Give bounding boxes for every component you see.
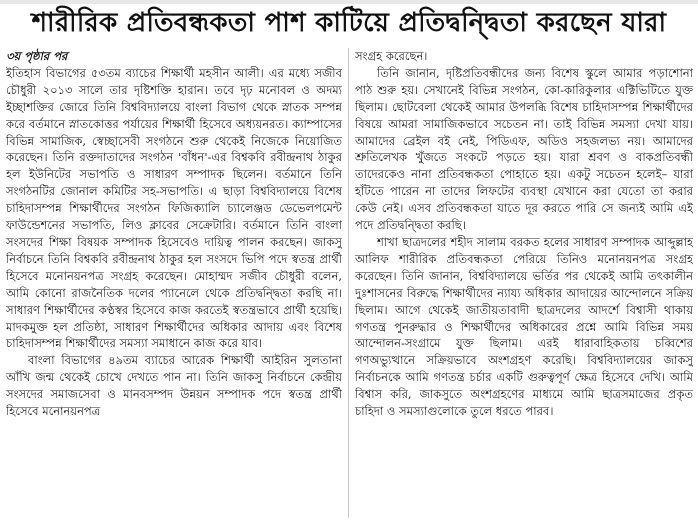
article-paragraph: বাংলা বিভাগের ৪৯তম ব্যাচের আরেক শিক্ষার্থী আইরিন সুলতানা আঁখি জন্ম থেকেই চোখে দেখতে পান না। তিনি জাকসু নির্বাচনে কেন্দ্রীয় সংসদের সমাজসেবা ও মানবসম্পদ উন্নয়ন সম্পাদক পদে স্বতন্ত্র প্রার্থী হিসেবে মনোনয়নপত্র <box>6 353 342 419</box>
headline: শারীরিক প্রতিবন্ধকতা পাশ কাটিয়ে প্রতিদ্বন্দ্বিতা করছেন যারা <box>31 8 667 38</box>
article-column-left <box>6 48 342 525</box>
article-paragraph: তিনি জানান, দৃষ্টিপ্রতিবন্ধীদের জন্য বিশেষ স্কুলে আমার পড়াশোনা পাঠ শুরু হয়। সেখানেই বিভিন্ন সংগঠন, কো-কারিকুলার এক্টিভিটিতে যুক্ত ছিলাম। ছোটবেলা থেকেই আমার উপলব্ধি বিশেষ চাহিদাসম্পন্ন শিক্ষার্থীদের বিষয়ে আমরা সামাজিকভাবে সচেতন না। তাই বিভিন্ন সমস্যা দেখা যায়। আমাদের ব্রেইল বই নেই, পিডিএফ, অডিও সহজলভ্য নয়। আমাদের শ্রুতিলেখক খুঁজতে সংকটে পড়তে হয়। যারা শ্রবণ ও বাকপ্রতিবন্ধী তাদেরকেও নানা প্রতিবন্ধকতা পোহাতে হয়। একটু সচেতন হলেই– যারা হাঁটতে পারেন না তাদের লিফটের ব্যবস্থা যেখানে করা যেতো তা করার কেউ নেই। এসব প্রতিবন্ধকতা যাতে দূর করতে পারি সে জন্যই আমি এই পদে প্রতিদ্বন্দ্বিতা করছি। <box>355 65 693 233</box>
article-paragraph: সংগ্রহ করেছেন। <box>355 49 428 63</box>
continued-from-label: ৩য় পৃষ্ঠার পর <box>6 49 68 63</box>
column-divider <box>348 48 349 518</box>
article-column-right <box>355 48 693 525</box>
article-paragraph: ইতিহাস বিভাগের ৫৩তম ব্যাচের শিক্ষার্থী মহসীন আলী। এর মধ্যে সজীব চৌধুরী ২০১৩ সালে তার দৃষ্টিশক্তি হারান। তবে দৃঢ় মনোবল ও অদম্য ইচ্ছাশক্তির জোরে তিনি বিশ্ববিদ্যালয়ে বাংলা বিভাগ থেকে স্নাতক সম্পন্ন করে বর্তমানে স্নাতকোত্তর পর্যায়ের শিক্ষার্থী হিসেবে অধ্যয়নরত। ক্যাম্পাসের বিভিন্ন সামাজিক, স্বেচ্ছাসেবী সংগঠনে শুরু থেকেই নিজেকে নিয়োজিত করেছেন। তিনি রক্তদাতাদের সংগঠন 'বাঁধন'-এর বিশ্বকবি রবীন্দ্রনাথ ঠাকুর হল ইউনিটের সভাপতি ও সাধারণ সম্পাদক ছিলেন। বর্তমানে তিনি সংগঠনটির জোনাল কমিটির সহ-সভাপতি। এ ছাড়া বিশ্ববিদ্যালয়ে বিশেষ চাহিদাসম্পন্ন শিক্ষার্থীদের সংগঠন ফিজিক্যালি চ্যালেঞ্জড ডেভেলপমেন্ট ফাউন্ডেশনের সভাপতি, লিও ক্লাবের সেক্রেটারি। বর্তমানে তিনি বাংলা সংসদের শিক্ষা বিষয়ক সম্পাদক হিসেবেও দায়িত্ব পালন করছেন। জাকসু নির্বাচনে তিনি বিশ্বকবি রবীন্দ্রনাথ ঠাকুর হল সংসদে ভিপি পদে স্বতন্ত্র প্রার্থী হিসেবে মনোনয়নপত্র সংগ্রহ করেছেন। মোহাম্মদ সজীব চৌধুরী বলেন, আমি কোনো রাজনৈতিক দলের প্যানেলে থেকে প্রতিদ্বন্দ্বিতা করছি না। সাধারণ শিক্ষার্থীদের কণ্ঠস্বর হিসেবে কাজ করতেই স্বতন্ত্রভাবে প্রার্থী হয়েছি। মাদকমুক্ত হল প্রতিষ্ঠা, সাধারণ শিক্ষার্থীদের অধিকার আদায় এবং বিশেষ চাহিদাসম্পন্ন শিক্ষার্থীদের সমস্যা সমাধানে কাজ করে যাব। <box>6 65 342 351</box>
article-paragraph: শাখা ছাত্রদলের শহীদ সালাম বরকত হলের সাধারণ সম্পাদক আব্দুল্লাহ আলিফ শারীরিক প্রতিবন্ধকতা পেরিয়ে তিনিও মনোনয়নপত্র সংগ্রহ করেছেন। তিনি জানান, বিশ্ববিদ্যালয়ে ভর্তির পর থেকেই আমি তৎকালীন দুঃশাসনের বিরুদ্ধে শিক্ষার্থীদের ন্যায্য অধিকার আদায়ের আন্দোলনে সক্রিয় ছিলাম। আগে থেকেই জাতীয়তাবাদী ছাত্রদলের আদর্শে বিশ্বাসী থাকায় গণতন্ত্র পুনরুদ্ধার ও শিক্ষার্থীদের অধিকারের প্রশ্নে আমি বিভিন্ন সময় আন্দোলন-সংগ্রামে যুক্ত ছিলাম। এরই ধারাবাহিকতায় চব্বিশের গণঅভ্যুত্থানে সক্রিয়ভাবে অংশগ্রহণ করেছি। বিশ্ববিদ্যালয়ের জাকসু নির্বাচনকে আমি গণতন্ত্র চর্চার একটি গুরুত্বপূর্ণ ক্ষেত্র হিসেবে দেখি। আমি বিশ্বাস করি, জাকসুতে অংশগ্রহণের মাধ্যমে আমি ছাত্রসমাজের প্রকৃত চাহিদা ও সমস্যাগুলোকে তুলে ধরতে পারব। <box>355 234 693 419</box>
